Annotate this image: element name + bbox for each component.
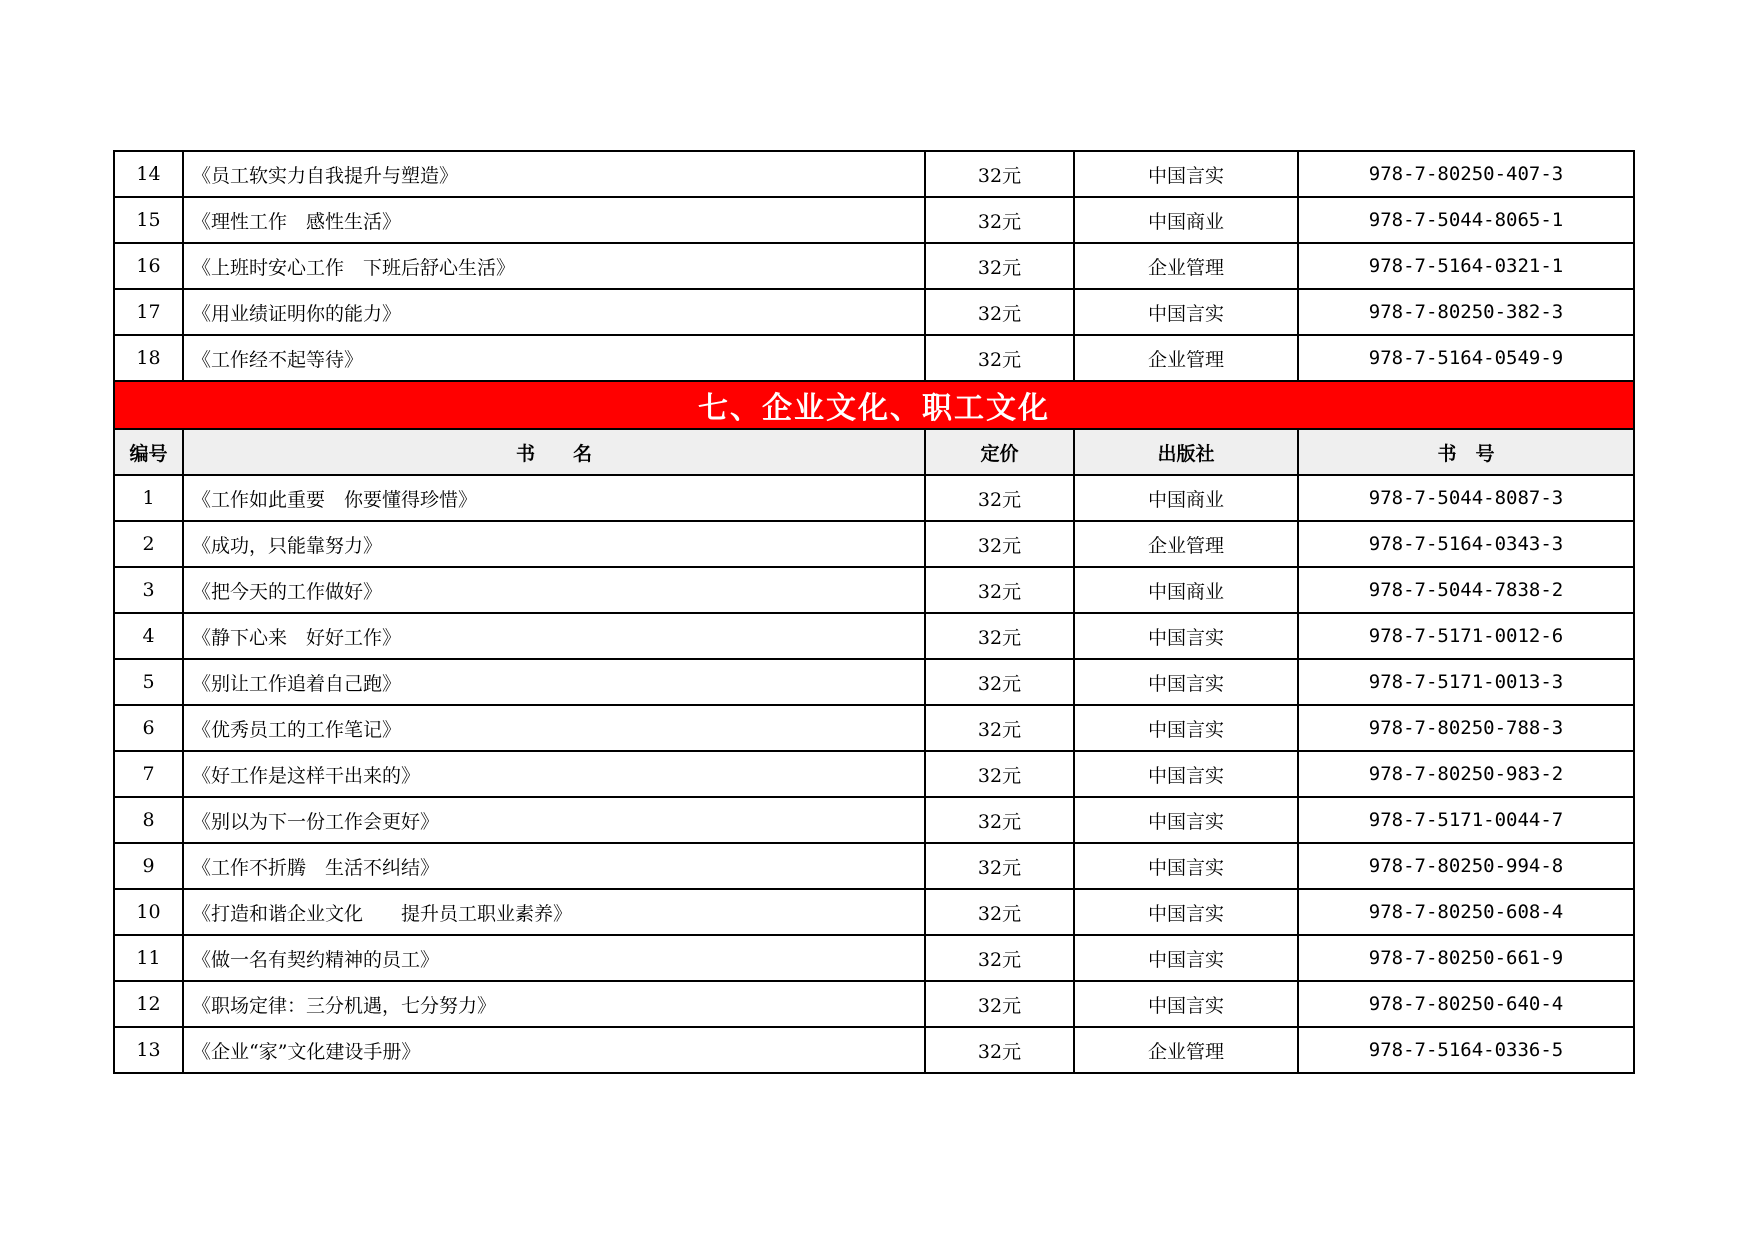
table-row: [114, 613, 1634, 659]
row-number: 15: [114, 197, 183, 243]
book-isbn: 978-7-80250-661-9: [1298, 935, 1634, 981]
book-isbn: 978-7-80250-608-4: [1298, 889, 1634, 935]
book-price: 32元: [925, 981, 1074, 1027]
header-isbn: 书 号: [1298, 429, 1634, 475]
book-publisher: 企业管理: [1074, 521, 1298, 567]
table-row: [114, 797, 1634, 843]
book-publisher: 中国言实: [1074, 935, 1298, 981]
book-title: 《上班时安心工作 下班后舒心生活》: [183, 243, 925, 289]
book-title: 《职场定律：三分机遇，七分努力》: [183, 981, 925, 1027]
book-isbn: 978-7-5044-8065-1: [1298, 197, 1634, 243]
book-price: 32元: [925, 567, 1074, 613]
book-publisher: 中国言实: [1074, 843, 1298, 889]
book-title: 《成功，只能靠努力》: [183, 521, 925, 567]
book-price: 32元: [925, 289, 1074, 335]
table-row: [114, 521, 1634, 567]
table-row: [114, 843, 1634, 889]
book-isbn: 978-7-5171-0044-7: [1298, 797, 1634, 843]
book-isbn: 978-7-80250-994-8: [1298, 843, 1634, 889]
book-publisher: 中国言实: [1074, 751, 1298, 797]
book-title: 《好工作是这样干出来的》: [183, 751, 925, 797]
row-number: 5: [114, 659, 183, 705]
book-price: 32元: [925, 1027, 1074, 1073]
book-isbn: 978-7-80250-983-2: [1298, 751, 1634, 797]
book-publisher: 企业管理: [1074, 243, 1298, 289]
row-number: 14: [114, 151, 183, 197]
table-row: [114, 751, 1634, 797]
book-price: 32元: [925, 659, 1074, 705]
book-publisher: 中国言实: [1074, 889, 1298, 935]
row-number: 11: [114, 935, 183, 981]
book-title: 《打造和谐企业文化 提升员工职业素养》: [183, 889, 925, 935]
book-title: 《把今天的工作做好》: [183, 567, 925, 613]
book-price: 32元: [925, 335, 1074, 381]
book-title: 《静下心来 好好工作》: [183, 613, 925, 659]
row-number: 3: [114, 567, 183, 613]
book-title: 《工作经不起等待》: [183, 335, 925, 381]
row-number: 9: [114, 843, 183, 889]
book-publisher: 中国商业: [1074, 475, 1298, 521]
book-isbn: 978-7-5171-0012-6: [1298, 613, 1634, 659]
table-row: [114, 1027, 1634, 1073]
book-title: 《优秀员工的工作笔记》: [183, 705, 925, 751]
rows-before: [114, 151, 1634, 381]
book-title: 《别以为下一份工作会更好》: [183, 797, 925, 843]
row-number: 6: [114, 705, 183, 751]
book-price: 32元: [925, 889, 1074, 935]
book-price: 32元: [925, 843, 1074, 889]
book-price: 32元: [925, 151, 1074, 197]
row-number: 13: [114, 1027, 183, 1073]
book-price: 32元: [925, 521, 1074, 567]
book-title: 《做一名有契约精神的员工》: [183, 935, 925, 981]
book-price: 32元: [925, 243, 1074, 289]
table-row: [114, 889, 1634, 935]
row-number: 10: [114, 889, 183, 935]
book-title: 《理性工作 感性生活》: [183, 197, 925, 243]
book-publisher: 中国言实: [1074, 981, 1298, 1027]
book-publisher: 企业管理: [1074, 335, 1298, 381]
table-row: [114, 705, 1634, 751]
book-isbn: 978-7-80250-382-3: [1298, 289, 1634, 335]
row-number: 16: [114, 243, 183, 289]
row-number: 8: [114, 797, 183, 843]
book-publisher: 中国言实: [1074, 659, 1298, 705]
book-price: 32元: [925, 935, 1074, 981]
row-number: 1: [114, 475, 183, 521]
row-number: 17: [114, 289, 183, 335]
book-isbn: 978-7-5164-0321-1: [1298, 243, 1634, 289]
book-publisher: 中国言实: [1074, 705, 1298, 751]
table-row: [114, 567, 1634, 613]
book-isbn: 978-7-80250-407-3: [1298, 151, 1634, 197]
book-title: 《工作如此重要 你要懂得珍惜》: [183, 475, 925, 521]
row-number: 2: [114, 521, 183, 567]
book-title: 《企业“家”文化建设手册》: [183, 1027, 925, 1073]
row-number: 4: [114, 613, 183, 659]
table-row: [114, 151, 1634, 197]
section-block: [114, 381, 1634, 475]
book-price: 32元: [925, 613, 1074, 659]
table-row: [114, 475, 1634, 521]
table-row: [114, 197, 1634, 243]
book-price: 32元: [925, 197, 1074, 243]
book-title: 《别让工作追着自己跑》: [183, 659, 925, 705]
row-number: 18: [114, 335, 183, 381]
book-publisher: 中国言实: [1074, 797, 1298, 843]
table-row: [114, 935, 1634, 981]
book-isbn: 978-7-80250-788-3: [1298, 705, 1634, 751]
table-row: [114, 335, 1634, 381]
row-number: 7: [114, 751, 183, 797]
book-publisher: 中国商业: [1074, 197, 1298, 243]
header-title: 书 名: [183, 429, 925, 475]
book-isbn: 978-7-5164-0343-3: [1298, 521, 1634, 567]
book-isbn: 978-7-80250-640-4: [1298, 981, 1634, 1027]
table-row: [114, 243, 1634, 289]
table-row: [114, 659, 1634, 705]
book-publisher: 企业管理: [1074, 1027, 1298, 1073]
section-title: 七、企业文化、职工文化: [114, 381, 1634, 429]
book-title: 《用业绩证明你的能力》: [183, 289, 925, 335]
book-publisher: 中国言实: [1074, 289, 1298, 335]
book-isbn: 978-7-5164-0336-5: [1298, 1027, 1634, 1073]
header-publisher: 出版社: [1074, 429, 1298, 475]
book-title: 《员工软实力自我提升与塑造》: [183, 151, 925, 197]
header-price: 定价: [925, 429, 1074, 475]
table-row: [114, 981, 1634, 1027]
book-isbn: 978-7-5044-7838-2: [1298, 567, 1634, 613]
book-publisher: 中国商业: [1074, 567, 1298, 613]
book-price: 32元: [925, 475, 1074, 521]
book-isbn: 978-7-5044-8087-3: [1298, 475, 1634, 521]
book-title: 《工作不折腾 生活不纠结》: [183, 843, 925, 889]
section-header-row: [114, 381, 1634, 429]
book-price: 32元: [925, 751, 1074, 797]
row-number: 12: [114, 981, 183, 1027]
book-publisher: 中国言实: [1074, 151, 1298, 197]
book-price: 32元: [925, 705, 1074, 751]
book-price: 32元: [925, 797, 1074, 843]
book-list-table: [113, 150, 1635, 1074]
book-publisher: 中国言实: [1074, 613, 1298, 659]
column-header-row: [114, 429, 1634, 475]
header-number: 编号: [114, 429, 183, 475]
table-row: [114, 289, 1634, 335]
book-isbn: 978-7-5164-0549-9: [1298, 335, 1634, 381]
rows-after: [114, 475, 1634, 1073]
book-isbn: 978-7-5171-0013-3: [1298, 659, 1634, 705]
